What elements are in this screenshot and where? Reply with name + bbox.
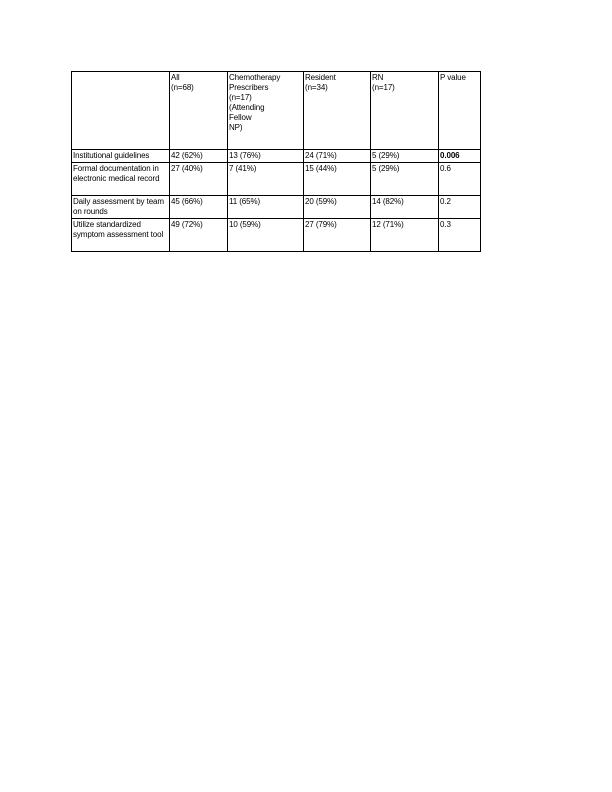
header-cell-all: All (n=68)	[170, 72, 228, 150]
header-cell-p-value: P value	[439, 72, 481, 150]
cell-resident: 20 (59%)	[304, 196, 371, 219]
cell-chemotherapy-prescribers: 7 (41%)	[228, 163, 304, 196]
cell-all: 49 (72%)	[170, 219, 228, 252]
table-header-row	[72, 72, 481, 150]
cell-resident: 15 (44%)	[304, 163, 371, 196]
cell-chemotherapy-prescribers: 10 (59%)	[228, 219, 304, 252]
cell-chemotherapy-prescribers: 13 (76%)	[228, 150, 304, 163]
cell-chemotherapy-prescribers: 11 (65%)	[228, 196, 304, 219]
cell-all: 27 (40%)	[170, 163, 228, 196]
row-label: Institutional guidelines	[72, 150, 170, 163]
row-label: Formal documentation in electronic medical record	[72, 163, 170, 196]
cell-p-value: 0.3	[439, 219, 481, 252]
row-label: Utilize standardized symptom assessment tool	[72, 219, 170, 252]
table-row	[72, 196, 481, 219]
cell-all: 45 (66%)	[170, 196, 228, 219]
table-row	[72, 163, 481, 196]
cell-rn: 12 (71%)	[371, 219, 439, 252]
cell-resident: 24 (71%)	[304, 150, 371, 163]
header-cell-resident: Resident (n=34)	[304, 72, 371, 150]
results-table	[71, 71, 481, 252]
cell-p-value: 0.2	[439, 196, 481, 219]
table-row	[72, 219, 481, 252]
cell-p-value: 0.006	[439, 150, 481, 163]
table-row	[72, 150, 481, 163]
header-cell-chemotherapy-prescribers: Chemotherapy Prescribers (n=17) (Attending Fellow NP)	[228, 72, 304, 150]
cell-all: 42 (62%)	[170, 150, 228, 163]
row-label: Daily assessment by team on rounds	[72, 196, 170, 219]
header-cell-empty	[72, 72, 170, 150]
cell-resident: 27 (79%)	[304, 219, 371, 252]
cell-p-value: 0.6	[439, 163, 481, 196]
cell-rn: 5 (29%)	[371, 163, 439, 196]
cell-rn: 5 (29%)	[371, 150, 439, 163]
cell-rn: 14 (82%)	[371, 196, 439, 219]
header-cell-rn: RN (n=17)	[371, 72, 439, 150]
